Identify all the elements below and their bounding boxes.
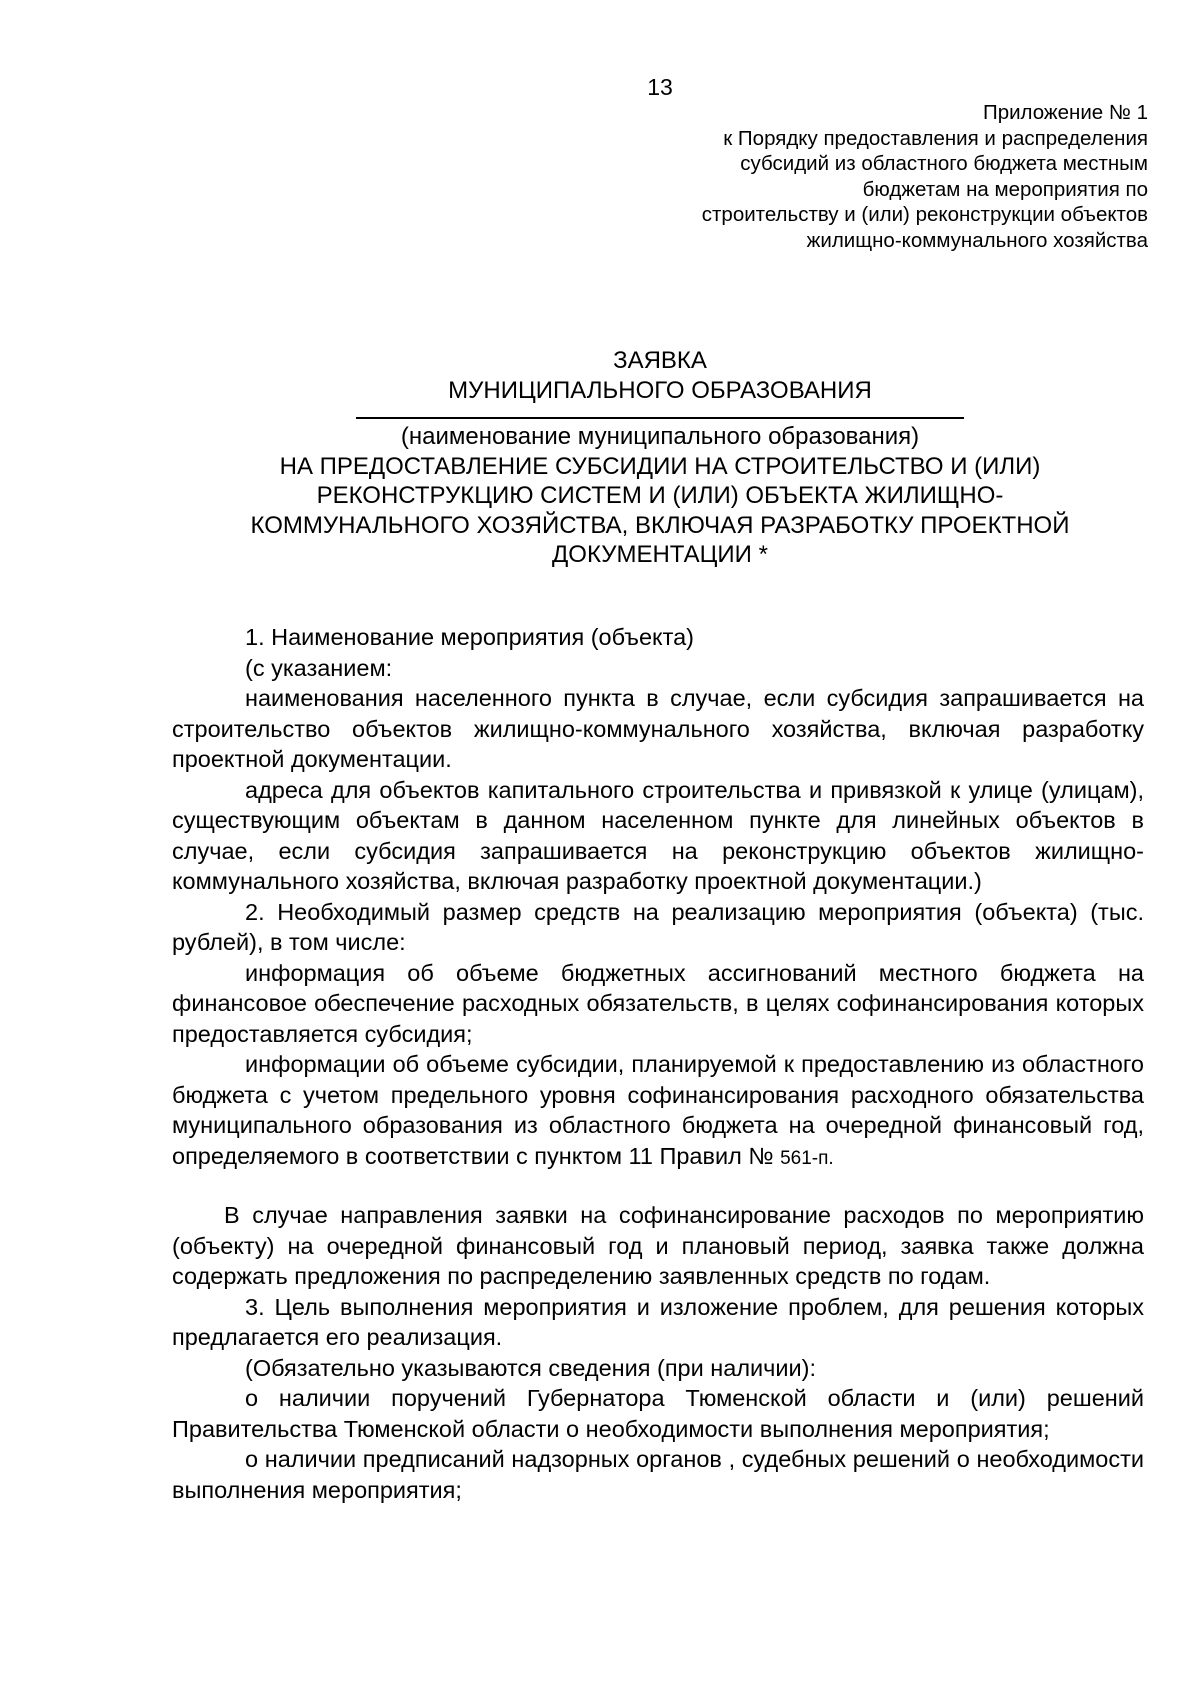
title-line: МУНИЦИПАЛЬНОГО ОБРАЗОВАНИЯ xyxy=(448,376,872,404)
title-line: ДОКУМЕНТАЦИИ * xyxy=(552,541,768,568)
document-body xyxy=(172,622,1144,1505)
item-1-paragraph: наименования населенного пункта в случае, если субсидия запрашивается на строительство объектов жилищно-коммунального хозяйства, включая разработку проектной документации. xyxy=(172,685,1144,772)
appendix-line: Приложение № 1 xyxy=(982,101,1148,124)
item-3-heading: 3. Цель выполнения мероприятия и изложение проблем, для решения которых предлагается его реализация. xyxy=(172,1293,1144,1350)
title-line: ЗАЯВКА xyxy=(613,347,707,374)
page-number: 13 xyxy=(647,74,673,100)
item-2-paragraph-text: информации об объеме субсидии, планируемой к предоставлению из областного бюджета с учетом предельного уровня софинансирования расходного обязательства муниципального образования из областного бюджета на очередной финансовый год, определяемого в соответствии с пунктом 11 Правил № xyxy=(172,1051,1144,1169)
fill-caption: (наименование муниципального образования) xyxy=(400,423,920,450)
document-title xyxy=(196,346,1124,570)
item-1-paragraph: адреса для объектов капитального строительства и привязкой к улице (улицам), существующим объектам в данном населенном пункте для линейных объектов в случае, если субсидия запрашивается на реконструкцию объектов жилищно-коммунального хозяйства, включая разработку проектной документации.) xyxy=(172,776,1144,894)
appendix-line: к Порядку предоставления и распределения xyxy=(723,126,1148,150)
item-3-note: (Обязательно указываются сведения (при наличии): xyxy=(245,1354,817,1381)
appendix-line: строительству и (или) реконструкции объектов xyxy=(701,203,1148,226)
title-line: НА ПРЕДОСТАВЛЕНИЕ СУБСИДИИ НА СТРОИТЕЛЬСТВО И (ИЛИ) xyxy=(279,452,1041,480)
rules-number: 561-п. xyxy=(780,1147,834,1169)
appendix-line: бюджетам на мероприятия по xyxy=(862,177,1148,201)
appendix-line: жилищно-коммунального хозяйства xyxy=(806,228,1148,252)
appendix-header xyxy=(588,100,1148,253)
item-1-note: (с указанием: xyxy=(245,654,393,681)
item-2-paragraph: информация об объеме бюджетных ассигнований местного бюджета на финансовое обеспечение расходных обязательств, в целях софинансирования которых предоставляется субсидия; xyxy=(172,959,1144,1047)
item-2-heading: 2. Необходимый размер средств на реализацию мероприятия (объекта) (тыс. рублей), в том числе: xyxy=(172,898,1144,955)
appendix-line: субсидий из областного бюджета местным xyxy=(740,152,1148,175)
item-3-paragraph: о наличии предписаний надзорных органов , судебных решений о необходимости выполнения мероприятия; xyxy=(172,1446,1144,1503)
case-paragraph: В случае направления заявки на софинансирование расходов по мероприятию (объекту) на очередной финансовый год и плановый период, заявка также должна содержать предложения по распределению заявленных средств по годам. xyxy=(172,1202,1144,1289)
item-2-paragraph xyxy=(172,1049,1144,1174)
title-line: КОММУНАЛЬНОГО ХОЗЯЙСТВА, ВКЛЮЧАЯ РАЗРАБОТКУ ПРОЕКТНОЙ xyxy=(250,511,1070,539)
item-3-paragraph: о наличии поручений Губернатора Тюменской области и (или) решений Правительства Тюменской области о необходимости выполнения мероприятия; xyxy=(172,1385,1144,1442)
fill-in-line xyxy=(356,417,964,419)
title-line: РЕКОНСТРУКЦИЮ СИСТЕМ И (ИЛИ) ОБЪЕКТА ЖИЛИЩНО- xyxy=(316,482,1004,509)
item-1-heading: 1. Наименование мероприятия (объекта) xyxy=(245,624,694,650)
